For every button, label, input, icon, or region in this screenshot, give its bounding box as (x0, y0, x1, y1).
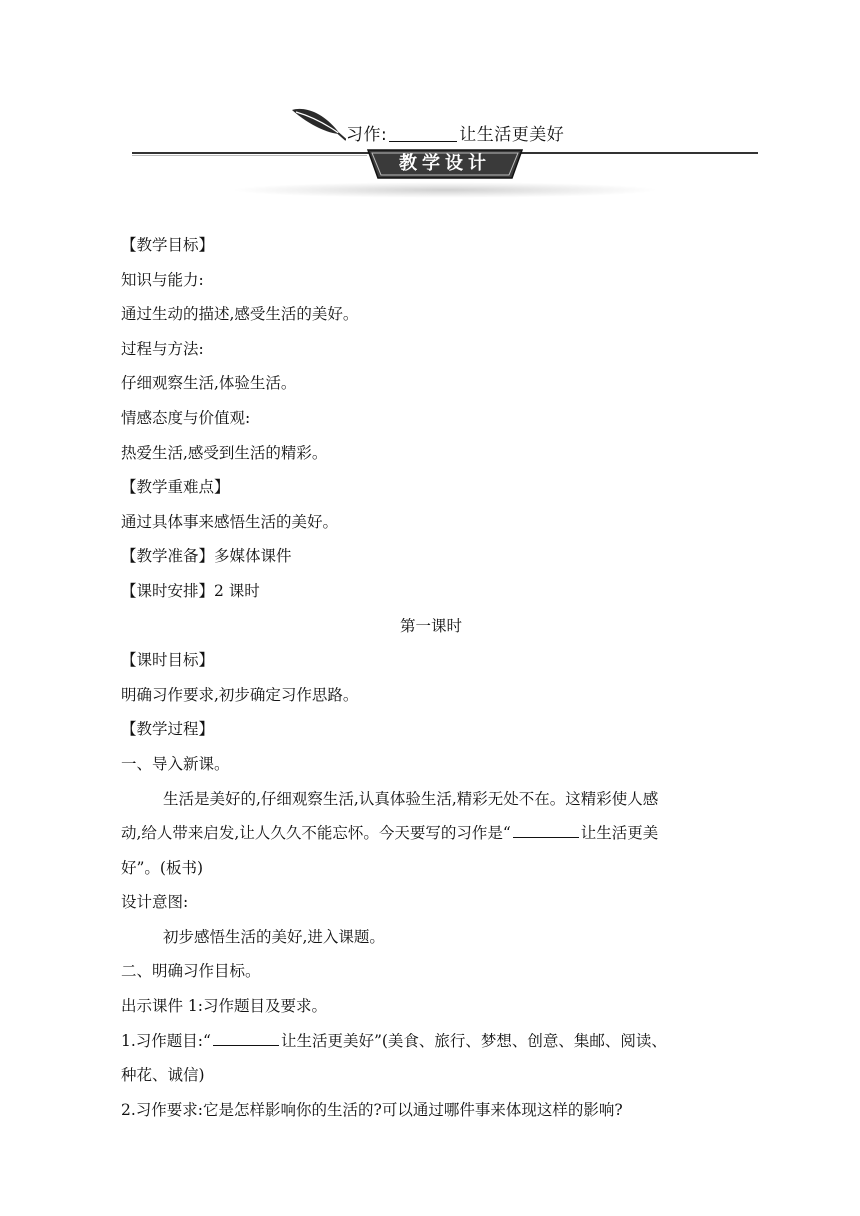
text-line: 情感态度与价值观: (121, 408, 251, 427)
paragraph-line: 好”。(板书) (121, 858, 204, 877)
feather-quill-icon (290, 104, 346, 144)
banner-title: 教学设计 (399, 153, 491, 174)
paragraph-line (121, 816, 741, 851)
step-heading: 二、明确习作目标。 (121, 962, 261, 981)
heading-preparation: 【教学准备】多媒体课件 (121, 547, 292, 566)
text-line: 通过具体事来感悟生活的美好。 (121, 512, 339, 531)
text-line: 热爱生活,感受到生活的精彩。 (121, 443, 328, 462)
paragraph-text: 让生活更美 (580, 824, 659, 843)
fill-blank (513, 823, 579, 838)
heading-teaching-goals: 【教学目标】 (121, 236, 215, 254)
heading-lesson-goals: 【课时目标】 (121, 651, 215, 670)
item-text: 1.习作题目:“ (121, 1031, 211, 1050)
text-line: 2.习作要求:它是怎样影响你的生活的?可以通过哪件事来体现这样的影响? (121, 1100, 623, 1119)
text-line: 初步感悟生活的美好,进入课题。 (163, 927, 385, 946)
text-line: 种花、诚信) (121, 1066, 205, 1085)
banner-shadow (230, 182, 660, 198)
text-line: 出示课件 1:习作题目及要求。 (121, 997, 328, 1016)
document-body (121, 228, 741, 1127)
header-title-suffix: 让生活更美好 (459, 125, 565, 145)
header-title-prefix: 习作: (346, 125, 388, 145)
section-title-first-lesson: 第一课时 (399, 616, 462, 635)
heading-schedule: 【课时安排】2 课时 (121, 581, 260, 600)
text-line: 明确习作要求,初步确定习作思路。 (121, 685, 359, 704)
header-title (346, 120, 564, 145)
text-line: 通过生动的描述,感受生活的美好。 (121, 305, 359, 324)
header-subrule (132, 155, 367, 156)
paragraph-line: 生活是美好的,仔细观察生活,认真体验生活,精彩无处不在。这精彩使人感 (163, 789, 659, 808)
heading-teaching-process: 【教学过程】 (121, 720, 215, 739)
text-line: 过程与方法: (121, 339, 204, 358)
page-header (0, 96, 860, 206)
fill-blank (213, 1031, 279, 1046)
title-blank (389, 125, 457, 142)
item-text: 让生活更美好”(美食、旅行、梦想、创意、集邮、阅读、 (280, 1031, 667, 1050)
text-line: 仔细观察生活,体验生活。 (121, 374, 297, 393)
heading-key-points: 【教学重难点】 (121, 478, 230, 497)
step-heading: 一、导入新课。 (121, 754, 230, 773)
text-line: 设计意图: (121, 893, 189, 912)
text-line: 知识与能力: (121, 270, 204, 289)
paragraph-text: 动,给人带来启发,让人久久不能忘怀。今天要写的习作是“ (121, 824, 511, 843)
text-line (121, 1024, 741, 1059)
